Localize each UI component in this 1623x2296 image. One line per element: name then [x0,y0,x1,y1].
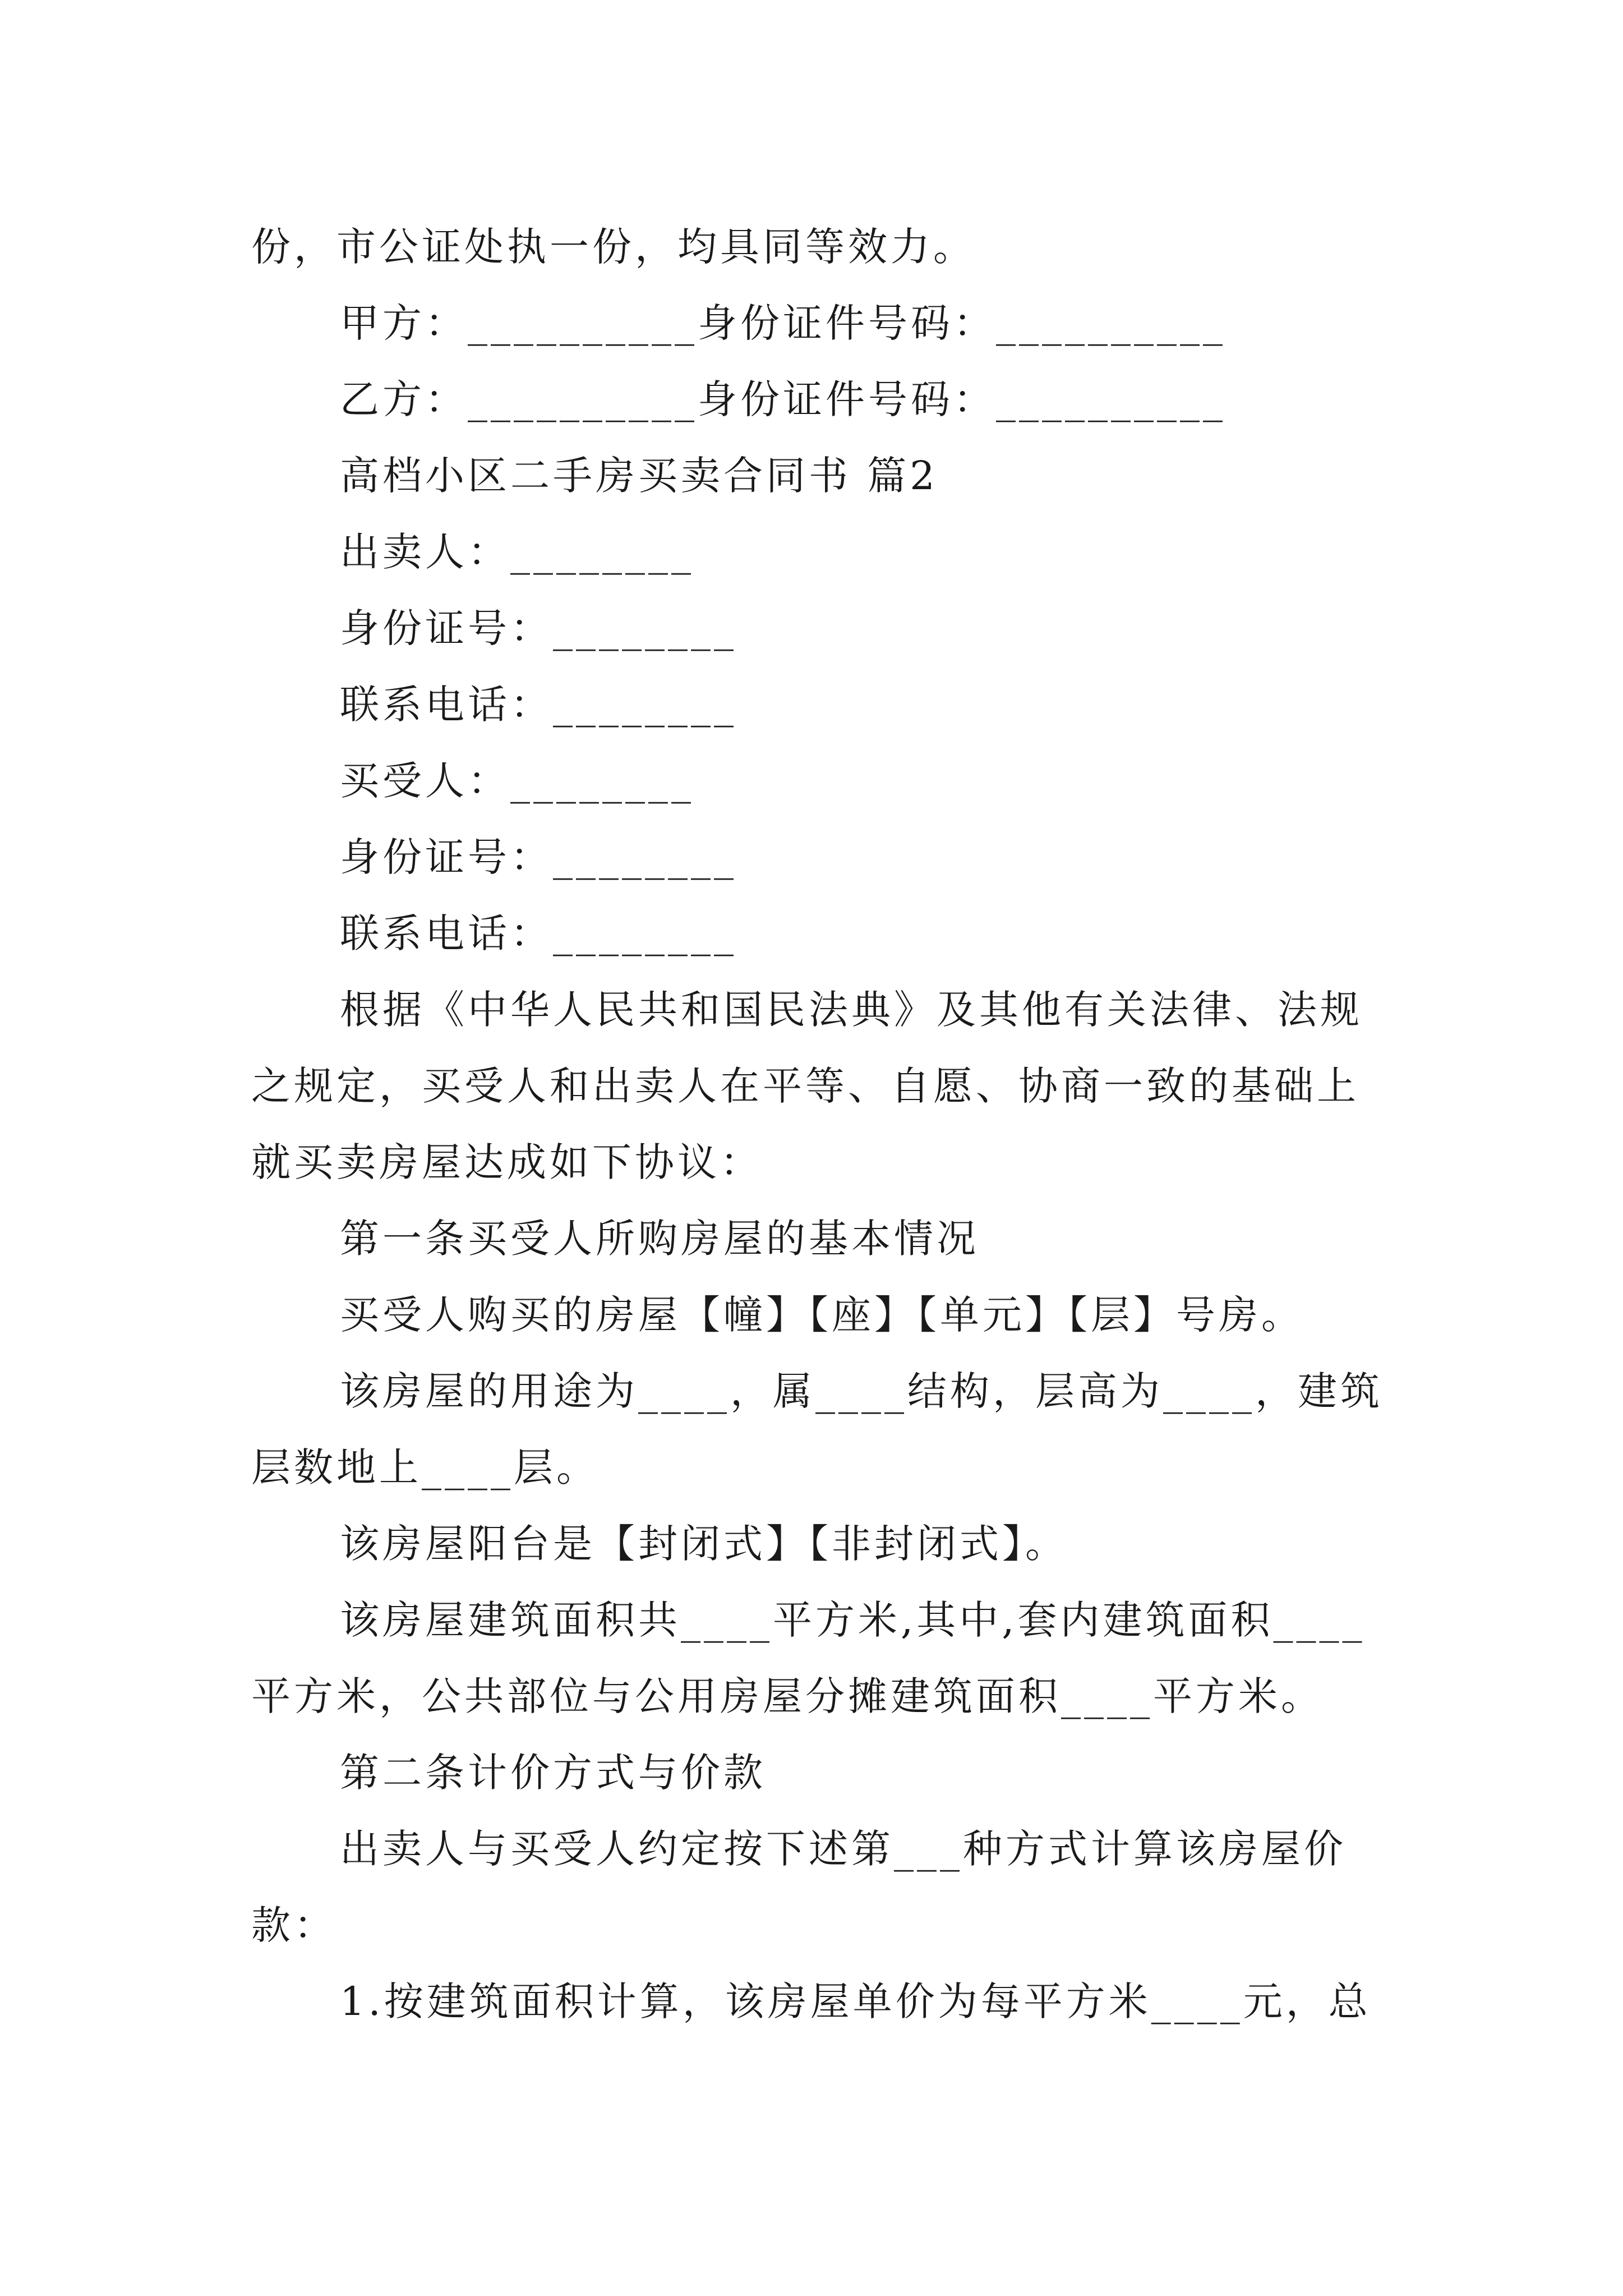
buyer-field: 买受人：________ [340,758,694,804]
article-heading: 第二条计价方式与价款 [340,1750,766,1796]
paragraph-line: 款： [251,1902,336,1948]
section-heading: 高档小区二手房买卖合同书 篇2 [340,453,938,499]
paragraph-line: 1.按建筑面积计算，该房屋单价为每平方米____元，总 [340,1978,1371,2024]
seller-field: 出卖人：________ [340,529,694,575]
seller-phone-field: 联系电话：________ [340,682,737,728]
party-a-line: 甲方：__________身份证件号码：__________ [340,300,1226,346]
paragraph-line: 该房屋阳台是【封闭式】【非封闭式】。 [340,1521,1068,1567]
paragraph-line: 该房屋建筑面积共____平方米,其中,套内建筑面积____ [340,1597,1366,1643]
buyer-id-field: 身份证号：________ [340,834,737,880]
paragraph-line: 出卖人与买受人约定按下述第___种方式计算该房屋价 [340,1826,1347,1872]
buyer-phone-field: 联系电话：________ [340,910,737,956]
article-heading: 第一条买受人所购房屋的基本情况 [340,1216,979,1262]
paragraph-line: 层数地上____层。 [251,1444,599,1490]
paragraph-line: 就买卖房屋达成如下协议： [251,1139,763,1185]
paragraph-line: 根据《中华人民共和国民法典》及其他有关法律、法规 [340,987,1363,1033]
party-b-line: 乙方：__________身份证件号码：__________ [340,376,1226,422]
paragraph-line: 买受人购买的房屋【幢】【座】【单元】【层】号房。 [340,1292,1304,1338]
document-page [251,209,1383,2040]
seller-id-field: 身份证号：________ [340,605,737,651]
paragraph-line: 该房屋的用途为____，属____结构，层高为____，建筑 [340,1368,1383,1414]
paragraph-line: 份，市公证处执一份，均具同等效力。 [251,224,976,270]
paragraph-line: 之规定，买受人和出卖人在平等、自愿、协商一致的基础上 [251,1063,1359,1109]
paragraph-line: 平方米，公共部位与公用房屋分摊建筑面积____平方米。 [251,1673,1324,1719]
